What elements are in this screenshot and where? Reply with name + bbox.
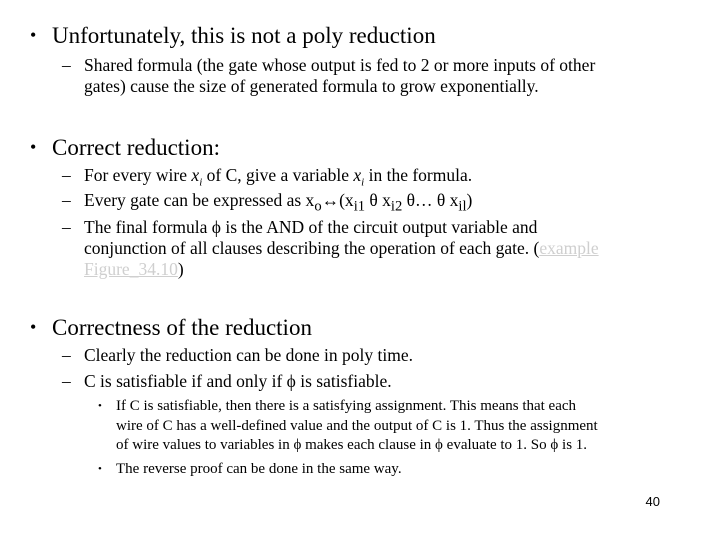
text-line: Shared formula (the gate whose output is fed to 2 or more inputs of other — [84, 55, 596, 75]
detail-dot: • — [98, 400, 102, 412]
bullet-text: Unfortunately, this is not a poly reduction — [52, 23, 436, 48]
math-run: θ x — [365, 190, 391, 210]
dash-marker: – — [62, 345, 71, 365]
detail-text: The reverse proof can be done in the same way. — [116, 461, 402, 477]
math-sub: i2 — [390, 198, 403, 215]
text-line: If C is satisfiable, then there is a satisfying assignment. This means that each — [116, 398, 577, 414]
math-run: ) — [466, 190, 473, 210]
text-line: wire of C has a well-defined value and the output of C is 1. Thus the assignment — [116, 417, 598, 434]
bullet-text: Correctness of the reduction — [52, 315, 312, 340]
bullet-text: Correct reduction: — [52, 135, 220, 160]
subbullet-text: Clearly the reduction can be done in poly time. — [84, 345, 413, 365]
text-line — [84, 238, 684, 259]
subbullet-text — [84, 190, 684, 218]
text-run: ) — [177, 259, 184, 279]
text-line: gates) cause the size of generated formula to grow exponentially. — [84, 76, 539, 96]
text-line — [84, 259, 684, 280]
math-sub: il — [458, 198, 467, 215]
math-run: θ… θ x — [402, 190, 459, 210]
math-var: x — [191, 165, 200, 185]
text-run: For every wire — [84, 165, 192, 185]
subbullet-text — [84, 217, 684, 280]
dash-marker: – — [62, 371, 71, 391]
figure-link[interactable]: Figure_34.10 — [84, 259, 178, 279]
math-run: ↔(x — [321, 190, 354, 210]
math-sub: i1 — [353, 198, 366, 215]
math-var: x — [353, 165, 362, 185]
bullet-dot: • — [30, 137, 37, 157]
page-number: 40 — [645, 494, 660, 509]
subbullet-text — [84, 55, 684, 97]
text-run: of C, give a variable — [202, 165, 354, 185]
text-run: conjunction of all clauses describing the operation of each gate. ( — [84, 238, 540, 258]
dash-marker: – — [62, 217, 71, 237]
detail-dot: • — [98, 463, 102, 475]
text-line: of wire values to variables in ϕ makes each clause in ϕ evaluate to 1. So ϕ is 1. — [116, 437, 588, 453]
bullet-dot: • — [30, 25, 37, 45]
example-link[interactable]: example — [539, 238, 599, 258]
math-sub: i — [361, 176, 365, 189]
dash-marker: – — [62, 55, 71, 75]
dash-marker: – — [62, 165, 71, 185]
detail-text — [116, 397, 696, 456]
text-line: The final formula ϕ is the AND of the circuit output variable and — [84, 217, 538, 237]
subbullet-text: C is satisfiable if and only if ϕ is satisfiable. — [84, 371, 392, 391]
bullet-dot: • — [30, 317, 37, 337]
math-sub: i — [199, 176, 203, 189]
text-run: Every gate can be expressed as x — [84, 190, 315, 210]
math-sub: o — [314, 198, 322, 215]
dash-marker: – — [62, 190, 71, 210]
text-run: in the formula. — [364, 165, 473, 185]
